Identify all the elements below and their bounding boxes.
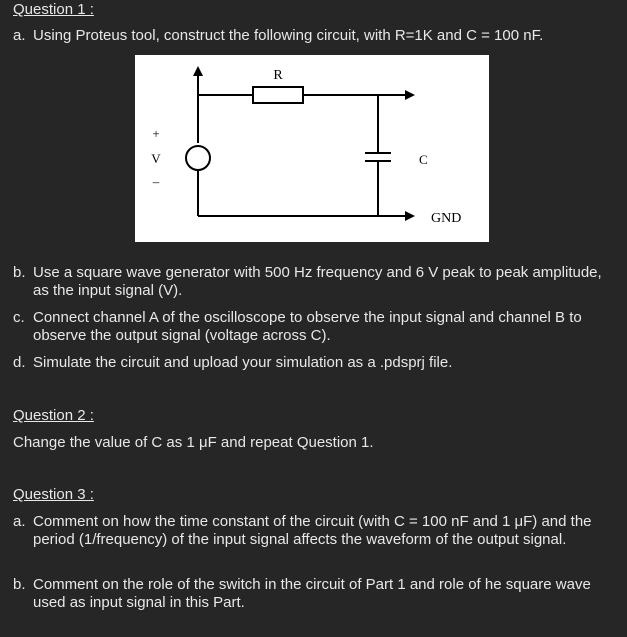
question-1-item-d bbox=[13, 354, 613, 372]
question-1-item-a bbox=[13, 27, 613, 45]
item-text: Comment on how the time constant of the circuit (with C = 100 nF and 1 μF) and the period (1/frequency) of the input signal affects the waveform of the output signal. bbox=[33, 513, 592, 548]
source-label: V bbox=[151, 151, 161, 166]
item-text: Comment on the role of the switch in the circuit of Part 1 and role of he square wave used as input signal in this Part. bbox=[33, 576, 591, 611]
item-text: Using Proteus tool, construct the following circuit, with R=1K and C = 100 nF. bbox=[33, 27, 544, 44]
item-label: b. bbox=[13, 576, 26, 593]
question-3-item-b bbox=[13, 576, 613, 611]
item-label: c. bbox=[13, 309, 25, 326]
item-label: b. bbox=[13, 264, 26, 281]
item-label: a. bbox=[13, 513, 26, 530]
up-arrow-icon bbox=[193, 66, 203, 76]
item-label: a. bbox=[13, 27, 26, 44]
minus-sign: – bbox=[152, 174, 160, 189]
ground-label: GND bbox=[431, 211, 462, 226]
question-3-item-a bbox=[13, 513, 613, 548]
resistor bbox=[253, 87, 303, 103]
item-text: Connect channel A of the oscilloscope to observe the input signal and channel B to observe the output signal (voltage across C). bbox=[33, 309, 582, 344]
item-text: Simulate the circuit and upload your simulation as a .pdsprj file. bbox=[33, 354, 453, 371]
plus-sign: + bbox=[152, 126, 160, 141]
rc-circuit-diagram bbox=[135, 55, 489, 242]
question-2-text: Change the value of C as 1 μF and repeat Question 1. bbox=[13, 434, 374, 451]
question-1-item-c bbox=[13, 309, 613, 344]
item-text: Use a square wave generator with 500 Hz frequency and 6 V peak to peak amplitude, as the input signal (V). bbox=[33, 264, 602, 299]
voltage-source bbox=[186, 146, 210, 170]
ground-arrow-icon bbox=[405, 211, 415, 221]
output-arrow-icon bbox=[405, 90, 415, 100]
item-label: d. bbox=[13, 354, 26, 371]
capacitor-label: C bbox=[419, 152, 428, 167]
question-3-heading: Question 3 : bbox=[13, 486, 94, 503]
question-2-heading: Question 2 : bbox=[13, 407, 94, 424]
resistor-label: R bbox=[273, 68, 283, 83]
question-1-heading: Question 1 : bbox=[13, 1, 94, 18]
question-1-item-b bbox=[13, 264, 613, 299]
